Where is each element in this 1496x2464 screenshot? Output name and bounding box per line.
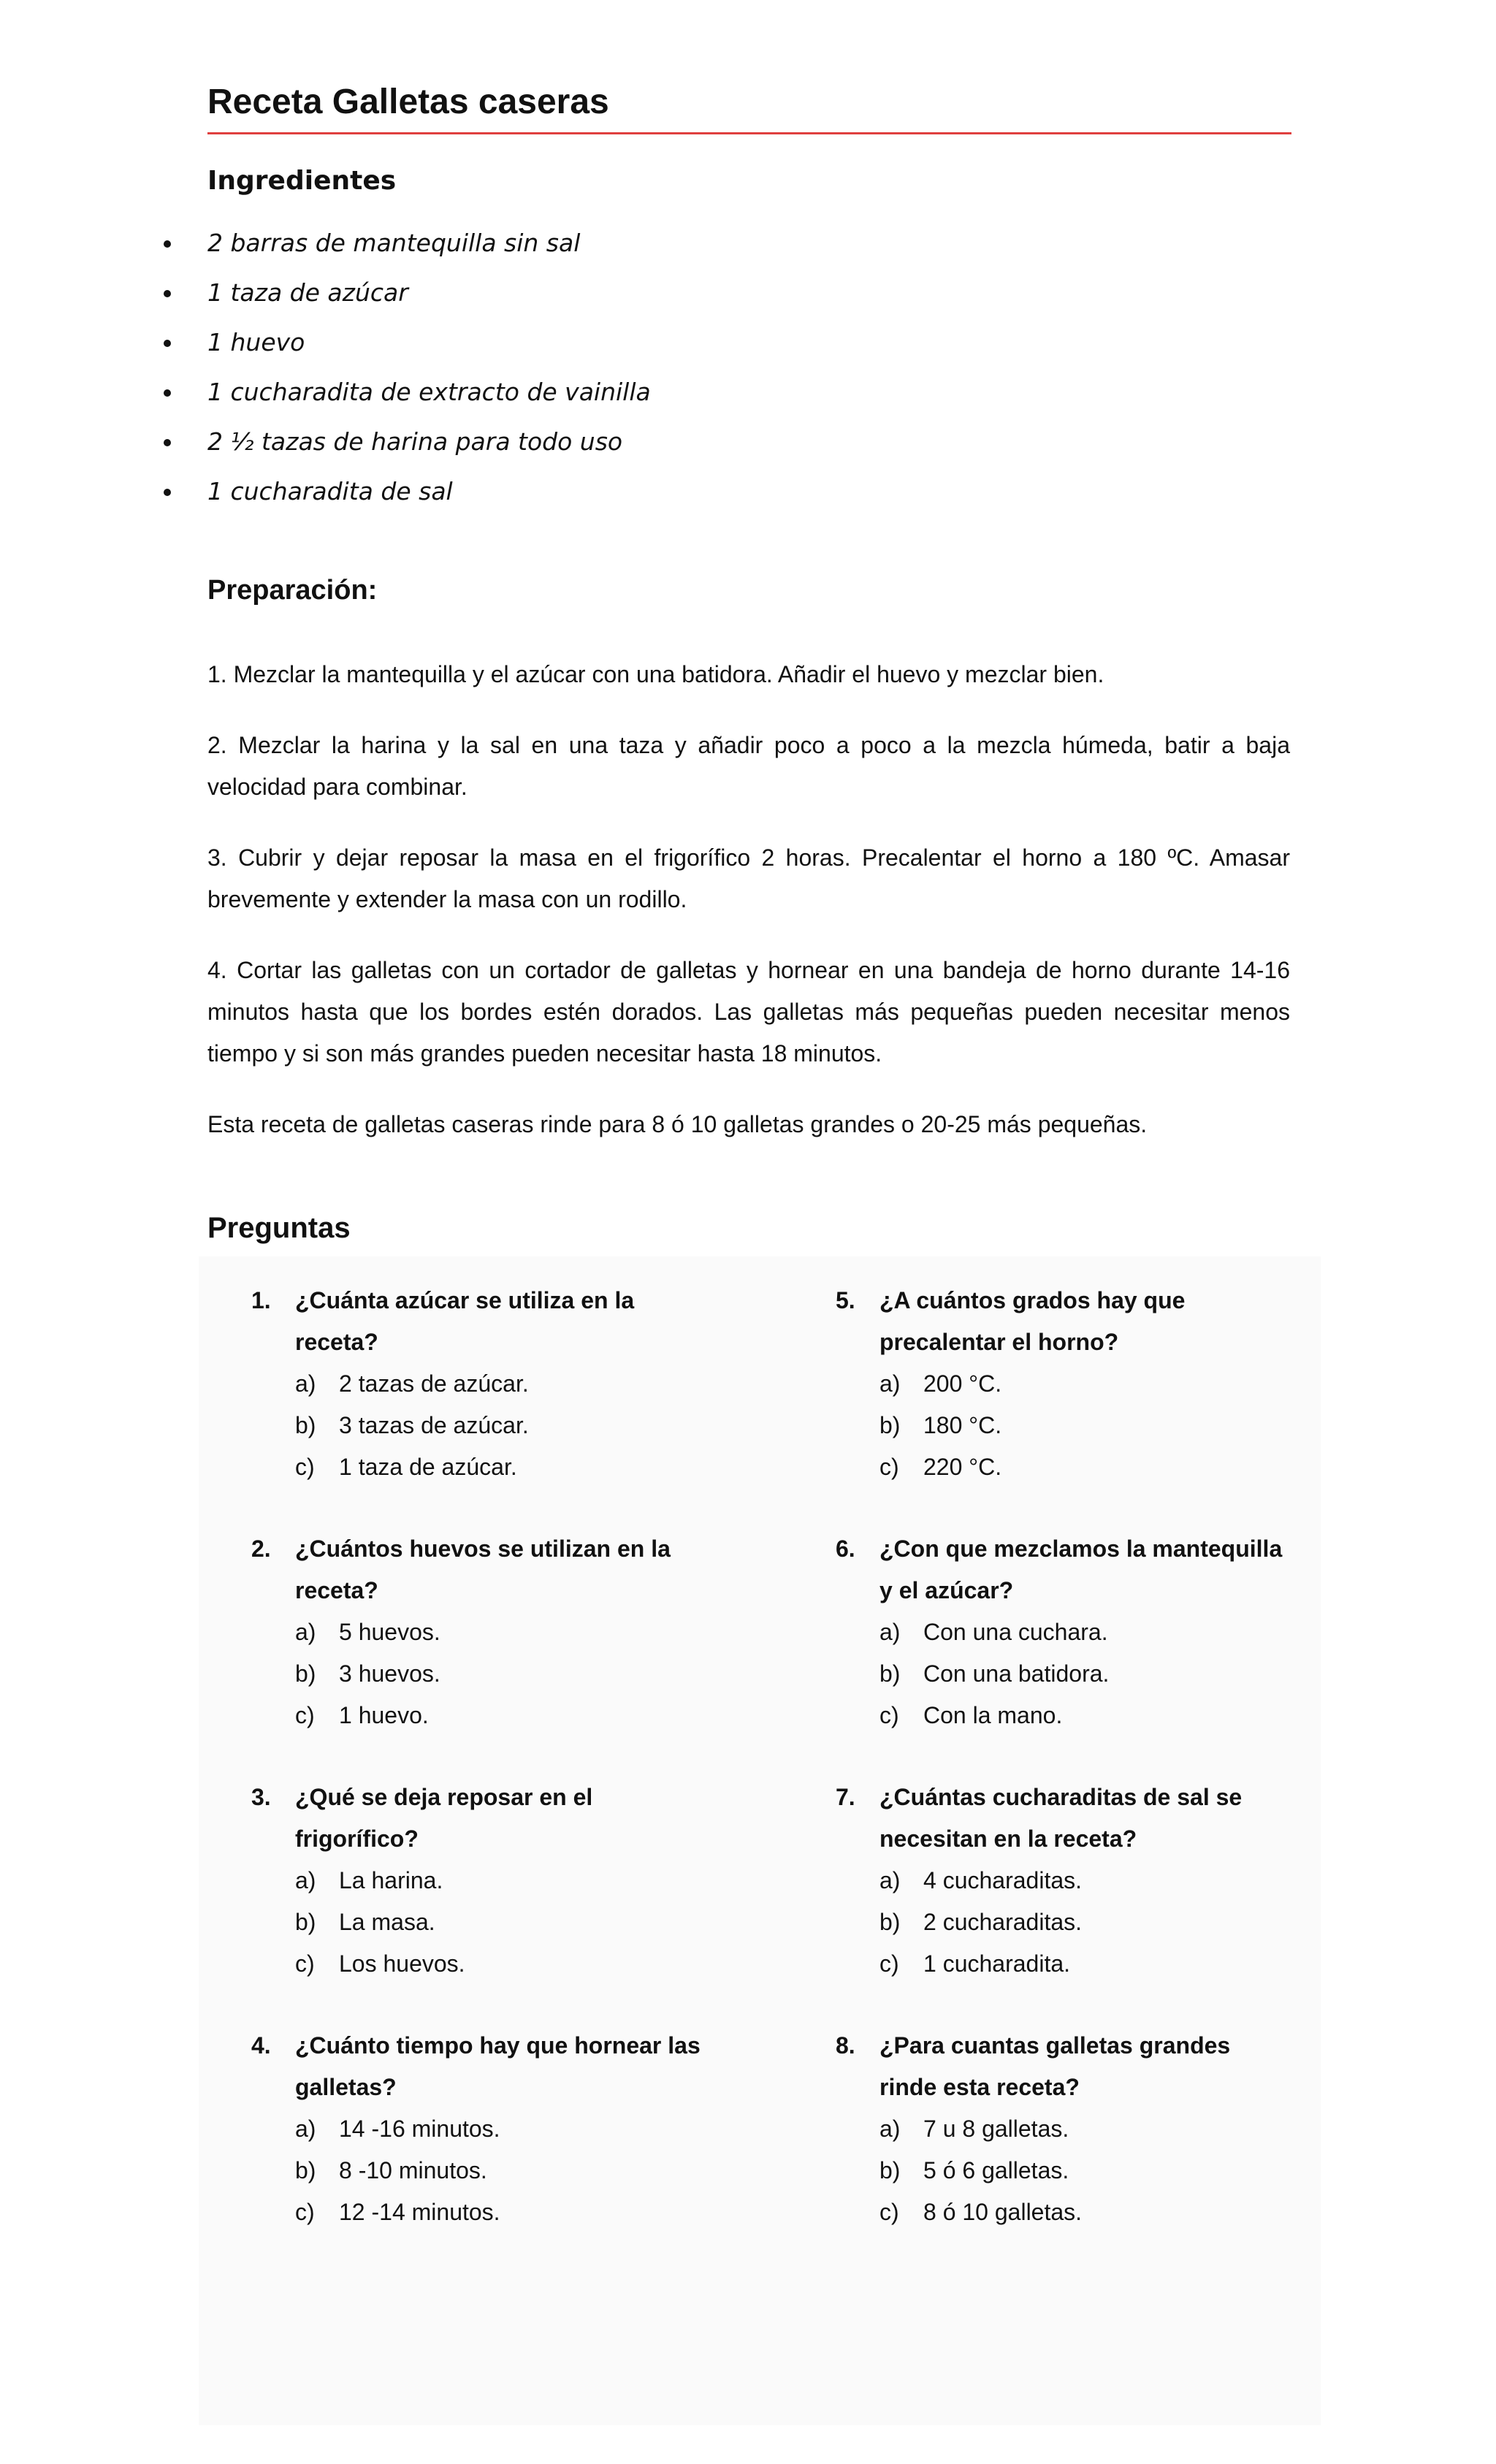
- ingredient-item: [207, 221, 651, 270]
- answer-option: [295, 1943, 719, 1985]
- question-item: [251, 2025, 719, 2273]
- question-item: [251, 1280, 719, 1528]
- question-item: [251, 1777, 719, 2025]
- option-letter: b): [295, 1660, 316, 1687]
- answer-option: [879, 1405, 1303, 1446]
- option-text: Con una batidora.: [923, 1660, 1110, 1687]
- option-text: 1 taza de azúcar.: [339, 1454, 517, 1480]
- questions-column-left: [251, 1280, 719, 2273]
- option-letter: b): [879, 1412, 901, 1438]
- question-number: 4.: [251, 2032, 271, 2059]
- yield-note: Esta receta de galletas caseras rinde para 8 ó 10 galletas grandes o 20-25 más pequeñas.: [207, 1111, 1148, 1137]
- question-number: 6.: [836, 1536, 855, 1562]
- question-text: ¿Cuánto tiempo hay que hornear las galletas?: [295, 2032, 701, 2100]
- questions-column-right: [836, 1280, 1303, 2273]
- option-letter: c): [879, 1702, 899, 1728]
- question-item: [836, 2025, 1303, 2273]
- question-item: [836, 1280, 1303, 1528]
- answer-option: [879, 1446, 1303, 1488]
- option-text: La masa.: [339, 1909, 435, 1935]
- option-text: 12 -14 minutos.: [339, 2199, 500, 2225]
- option-text: 220 °C.: [923, 1454, 1002, 1480]
- option-letter: c): [879, 1950, 899, 1977]
- option-letter: c): [295, 1950, 315, 1977]
- option-text: 14 -16 minutos.: [339, 2116, 500, 2142]
- option-text: 8 ó 10 galletas.: [923, 2199, 1083, 2225]
- answer-option: [295, 1405, 719, 1446]
- question-number: 1.: [251, 1287, 271, 1313]
- questions-heading: Preguntas: [207, 1212, 351, 1244]
- option-text: 7 u 8 galletas.: [923, 2116, 1069, 2142]
- option-letter: c): [295, 2199, 315, 2225]
- question-number: 3.: [251, 1784, 271, 1810]
- question-text: ¿Cuántos huevos se utilizan en la receta?: [295, 1536, 671, 1603]
- question-text: ¿Cuánta azúcar se utiliza en la receta?: [295, 1287, 635, 1355]
- ingredients-list: [207, 221, 651, 519]
- bullet-icon: [164, 489, 171, 496]
- answer-option: [295, 1363, 719, 1405]
- option-letter: a): [295, 2116, 316, 2142]
- preparation-step: 3. Cubrir y dejar reposar la masa en el frigorífico 2 horas. Precalentar el horno a 180 ºC. Amasar brevemente y extender la masa con un rodillo.: [207, 844, 1290, 912]
- option-letter: a): [295, 1867, 316, 1893]
- option-text: 5 ó 6 galletas.: [923, 2157, 1069, 2183]
- ingredients-heading: Ingredientes: [207, 166, 397, 196]
- answer-option: [879, 1860, 1303, 1902]
- option-text: La harina.: [339, 1867, 443, 1893]
- option-text: 1 cucharadita.: [923, 1950, 1071, 1977]
- option-text: 180 °C.: [923, 1412, 1002, 1438]
- answer-option: [879, 1943, 1303, 1985]
- answer-option: [295, 1653, 719, 1695]
- option-letter: c): [295, 1454, 315, 1480]
- question-number: 5.: [836, 1287, 855, 1313]
- option-text: 2 cucharaditas.: [923, 1909, 1083, 1935]
- preparation-step: 2. Mezclar la harina y la sal en una taza y añadir poco a poco a la mezcla húmeda, batir a baja velocidad para combinar.: [207, 732, 1290, 800]
- bullet-icon: [164, 290, 171, 297]
- ingredient-text: 1 cucharadita de sal: [207, 477, 453, 506]
- ingredient-text: 1 cucharadita de extracto de vainilla: [207, 378, 651, 406]
- question-text: ¿Para cuantas galletas grandes rinde esta receta?: [879, 2032, 1231, 2100]
- question-item: [251, 1528, 719, 1777]
- answer-option: [295, 2108, 719, 2150]
- question-text: ¿A cuántos grados hay que precalentar el horno?: [879, 1287, 1186, 1355]
- bullet-icon: [164, 439, 171, 446]
- question-number: 8.: [836, 2032, 855, 2059]
- answer-option: [879, 2192, 1303, 2233]
- answer-option: [879, 1653, 1303, 1695]
- bullet-icon: [164, 389, 171, 397]
- option-text: 5 huevos.: [339, 1619, 440, 1645]
- option-letter: a): [879, 1619, 901, 1645]
- answer-option: [295, 1611, 719, 1653]
- ingredient-text: 1 taza de azúcar: [207, 278, 408, 307]
- option-letter: b): [879, 1909, 901, 1935]
- question-number: 2.: [251, 1536, 271, 1562]
- option-text: 4 cucharaditas.: [923, 1867, 1083, 1893]
- bullet-icon: [164, 340, 171, 347]
- answer-option: [295, 2150, 719, 2192]
- title-underline: [207, 132, 1291, 134]
- preparation-steps: [207, 654, 1290, 1145]
- document-title: Receta Galletas caseras: [207, 83, 609, 121]
- option-text: Los huevos.: [339, 1950, 465, 1977]
- answer-option: [295, 1695, 719, 1736]
- answer-option: [295, 2192, 719, 2233]
- ingredient-item: [207, 270, 651, 320]
- ingredient-item: [207, 320, 651, 370]
- option-text: Con una cuchara.: [923, 1619, 1108, 1645]
- option-letter: c): [295, 1702, 315, 1728]
- question-text: ¿Con que mezclamos la mantequilla y el azúcar?: [879, 1536, 1283, 1603]
- ingredient-item: [207, 469, 651, 519]
- answer-option: [295, 1446, 719, 1488]
- option-letter: c): [879, 1454, 899, 1480]
- question-number: 7.: [836, 1784, 855, 1810]
- option-letter: b): [295, 1909, 316, 1935]
- answer-option: [879, 1902, 1303, 1943]
- option-letter: b): [295, 2157, 316, 2183]
- answer-option: [295, 1902, 719, 1943]
- option-letter: c): [879, 2199, 899, 2225]
- option-text: 3 tazas de azúcar.: [339, 1412, 529, 1438]
- option-text: 8 -10 minutos.: [339, 2157, 487, 2183]
- option-letter: a): [879, 1867, 901, 1893]
- answer-option: [879, 1695, 1303, 1736]
- option-letter: b): [295, 1412, 316, 1438]
- option-letter: a): [879, 1370, 901, 1397]
- answer-option: [879, 2108, 1303, 2150]
- question-item: [836, 1777, 1303, 2025]
- option-letter: a): [295, 1370, 316, 1397]
- option-letter: a): [295, 1619, 316, 1645]
- option-text: Con la mano.: [923, 1702, 1063, 1728]
- option-text: 3 huevos.: [339, 1660, 440, 1687]
- question-item: [836, 1528, 1303, 1777]
- answer-option: [879, 2150, 1303, 2192]
- option-letter: b): [879, 2157, 901, 2183]
- answer-option: [879, 1611, 1303, 1653]
- ingredient-text: 2 barras de mantequilla sin sal: [207, 229, 581, 257]
- answer-option: [295, 1860, 719, 1902]
- answer-option: [879, 1363, 1303, 1405]
- bullet-icon: [164, 240, 171, 248]
- option-text: 200 °C.: [923, 1370, 1002, 1397]
- option-letter: a): [879, 2116, 901, 2142]
- question-text: ¿Qué se deja reposar en el frigorífico?: [295, 1784, 593, 1852]
- ingredient-text: 2 ½ tazas de harina para todo uso: [207, 427, 623, 456]
- option-text: 2 tazas de azúcar.: [339, 1370, 529, 1397]
- ingredient-item: [207, 370, 651, 419]
- preparation-step: 1. Mezclar la mantequilla y el azúcar con una batidora. Añadir el huevo y mezclar bien.: [207, 661, 1104, 687]
- ingredient-item: [207, 419, 651, 469]
- option-letter: b): [879, 1660, 901, 1687]
- option-text: 1 huevo.: [339, 1702, 429, 1728]
- question-text: ¿Cuántas cucharaditas de sal se necesitan en la receta?: [879, 1784, 1243, 1852]
- preparation-step: 4. Cortar las galletas con un cortador de galletas y hornear en una bandeja de horno durante 14-16 minutos hasta que los bordes estén dorados. Las galletas más pequeñas pueden necesitar menos tiempo y si son más grandes pueden necesitar hasta 18 minutos.: [207, 957, 1290, 1067]
- ingredient-text: 1 huevo: [207, 328, 305, 356]
- preparation-heading: Preparación:: [207, 575, 378, 606]
